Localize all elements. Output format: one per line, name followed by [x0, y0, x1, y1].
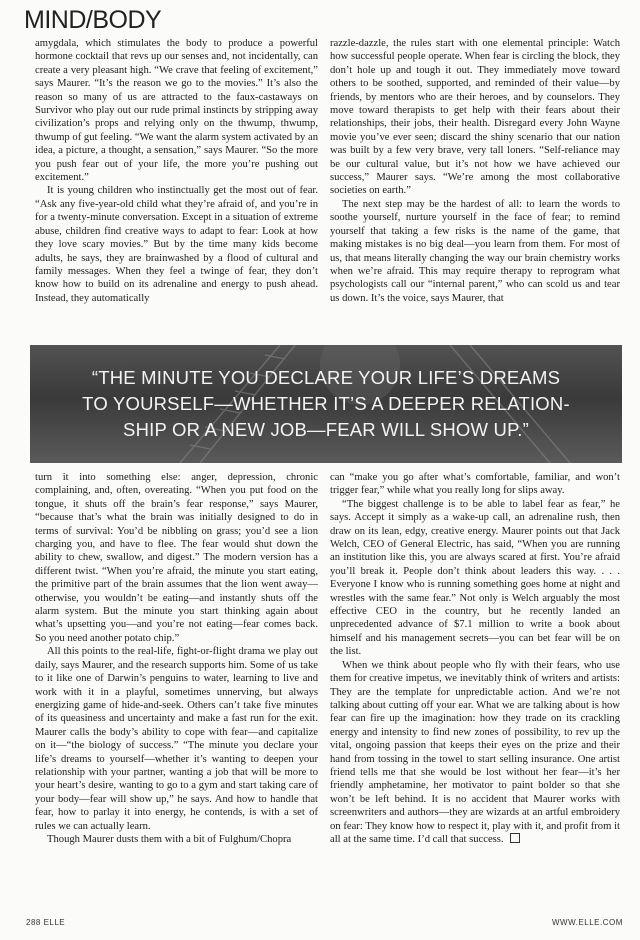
article-column-1: [35, 37, 318, 342]
website-url: WWW.ELLE.COM: [552, 918, 623, 927]
paragraph: The next step may be the hardest of all: to learn the words to soothe yourself, nurture yourself in the face of fear; to remind yourself that taking a few risks is the name of the game, that making mistakes is no big deal—you learn from them. For most of us, that means literally changing the way our brain chemistry works when we’re afraid. This may require therapy to reprogram what psychologists call our “internal parent,” who can scold us and tear us down. It’s the voice, says Maurer, that: [330, 198, 620, 304]
page-folio: 288 ELLE: [26, 918, 66, 927]
paragraph: razzle-dazzle, the rules start with one elemental principle: Watch how successful people operate. When fear is circling the block, they don’t hole up and tough it out. They immediately move toward others to be soothed, supported, and reminded of their value—by friends, by mentors who are their heroes, and by counselors. They move toward therapists to get help with their fears about their relationships, their jobs, their health. Disregard every John Wayne movie you’ve ever seen; discard the shiny scenario that our nation was built by a few very brave, very tall loners. “Self-reliance may be our cultural value, but it’s not how we have achieved our success,” Maurer says. “We’re among the most collaborative societies on earth.”: [330, 38, 620, 197]
pull-quote-line: “THE MINUTE YOU DECLARE YOUR LIFE’S DREAMS: [91, 367, 561, 388]
paragraph: Though Maurer dusts them with a bit of Fulghum/Chopra: [47, 833, 292, 845]
paragraph: All this points to the real-life, fight-or-flight drama we play out daily, says Maurer, and the research supports him. Some of us take to it like one of Darwin’s penguins to water, learning to live and work with it in a playful, sometimes unnerving, but always energizing game of hide-and-seek. Others can’t take five minutes of its queasiness and uncertainty and make a fast run for the exit. Maurer calls the body’s ability to cope with fear—and capitalize on it—“the biology of success.” “The minute you declare your life’s dreams to yourself—whether it’s wanting to deepen your relationship with your partner, wanting a job that will be more to your heart’s desire, wanting to go to a gym and start taking care of your body—fear will show up,” he says. And how to handle that fear, how to parlay it into energy, he contends, is with a set of rules we can actually learn.: [35, 646, 318, 832]
paragraph: “The biggest challenge is to be able to label fear as fear,” he says. Accept it simply as a wake-up call, an adrenaline rush, then draw on its lean, edgy, creative energy. Maurer points out that Jack Welch, CEO of General Electric, has said, “When you are running an institution like this, you are always scared at first. You’re afraid you’ll break it. People don’t think about leaders this way. . . . Everyone I know who is running something goes home at night and wrestles with the same fear.” Not only is Welch arguably the most effective CEO in the country, but he recently landed an unprecedented advance of $7.1 million to write a book about himself and his management secrets—you can bet fear will be on the list.: [330, 498, 620, 658]
end-of-article-mark: [510, 833, 520, 843]
pull-quote-banner: [30, 345, 622, 463]
paragraph: turn it into something else: anger, depression, chronic complaining, and, often, overeating. “When you put food on the tongue, it shuts off the brain’s fear response,” says Maurer, “because that’s what the brain was initially designed to do in terms of survival: You’d be nibbling on grass; you’d see a lion charging you, and have to flee. The fear would shut down the ability to chew, swallow, and digest.” The modern version has a different twist. “When you’re afraid, the minute you start eating, the primitive part of the brain assumes that the lion went away—otherwise, you wouldn’t be eating—and instantly shuts off the alarm system. But the minute you start thinking again about what’s upsetting you—and you’re not eating—fear comes back. So you need another potato chip.”: [35, 472, 318, 644]
paragraph: amygdala, which stimulates the body to produce a powerful hormone cocktail that revs up our senses and, not incidentally, can create a very pleasant high. “We crave that feeling of excitement,” says Maurer. “It’s the reason we go to the movies.” It’s also the reason so many of us are attracted to the faux-castaways on Survivor who play out our rude primal instincts by stripping away civilization’s props and relying only on the thwump, thwump, thwump of gut feeling. “We want the alarm system activated by an idea, a picture, a thought, a sensation,” says Maurer. “So the more you push fear out of your life, the more you’re pushing out excitement.”: [35, 38, 318, 184]
paragraph: [330, 659, 620, 847]
paragraph: It is young children who instinctually get the most out of fear. “Ask any five-year-old child what they’re afraid of, and you’re in for a twenty-minute conversation. Except in a situation of extreme abuse, children find creative ways to adapt to fear: Look at how they love scary movies.” But by the time many kids become adults, he says, they are brainwashed by a flood of cultural and family messages. When they feel a twinge of fear, they don’t know how to build on its adrenaline and energy to push ahead. Instead, they automatically: [35, 185, 318, 304]
article-column-4: [330, 471, 620, 903]
pull-quote: [30, 365, 622, 443]
pull-quote-line: TO YOURSELF—WHETHER IT’S A DEEPER RELATION-: [82, 393, 570, 414]
article-column-3: [35, 471, 318, 903]
paragraph: can “make you go after what’s comfortable, familiar, and won’t trigger fear,” while what you really long for slips away.: [330, 472, 620, 497]
pull-quote-line: SHIP OR A NEW JOB—FEAR WILL SHOW UP.”: [123, 419, 529, 440]
section-header: MIND/BODY: [24, 6, 162, 34]
paragraph-text: When we think about people who fly with their fears, who use them for creative impetus, we inevitably think of writers and artists: They are the template for unpredictable action. And we’re not talking about cutting off your ear. What we are talking about is how fear can fire up the imagination: how they trade on its crackling energy and intensity to find new zones of possibility, to rev up the vital, ongoing passion that keeps their eyes on the prize and their hand from tossing in the towel to start selling insurance. One artist friend tells me that she would be lost without her fear—it’s her friendly amphetamine, her motivator to paint bolder so that she won’t be left behind. It is no accident that Maurer works with screenwriters and authors—they are wizards at an artful embroidery on fear: They know how to respect it, play with it, and profit from it all at the same time. I’d call that success.: [330, 659, 620, 845]
article-column-2: [330, 37, 620, 342]
